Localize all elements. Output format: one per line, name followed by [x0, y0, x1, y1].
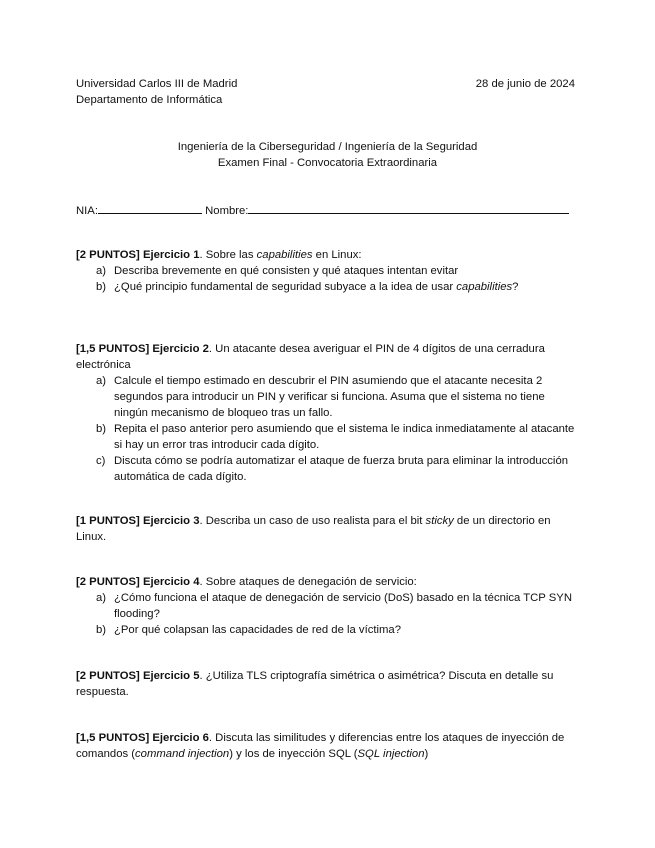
exercise-statement: [1,5 PUNTOS] Ejercicio 2. Un atacante desea averiguar el PIN de 4 dígitos de una cerradura electrónica	[76, 343, 545, 371]
exercise-3	[76, 513, 576, 545]
sub-question: a) ¿Cómo funciona el ataque de denegación de servicio (DoS) basado en la técnica TCP SYN flooding?	[96, 592, 573, 620]
exercise-1	[76, 247, 576, 295]
exercise-points: [1 PUNTOS] Ejercicio 3	[76, 515, 200, 527]
university-name: Universidad Carlos III de Madrid	[76, 78, 238, 90]
exam-date: 28 de junio de 2024	[475, 78, 575, 90]
exercise-points: [2 PUNTOS] Ejercicio 1	[76, 249, 200, 261]
exercise-2	[76, 341, 576, 485]
nia-label: NIA:	[76, 205, 98, 217]
nia-blank	[98, 201, 202, 214]
exercise-6	[76, 730, 576, 762]
exercise-statement: [1,5 PUNTOS] Ejercicio 6. Discuta las similitudes y diferencias entre los ataques de inyección de comandos (command injection) y los de inyección SQL (SQL injection)	[76, 732, 565, 760]
sub-question-list	[76, 263, 576, 295]
nombre-label: Nombre:	[205, 205, 249, 217]
exercise-points: [1,5 PUNTOS] Ejercicio 2	[76, 343, 209, 355]
exercise-points: [1,5 PUNTOS] Ejercicio 6	[76, 732, 209, 744]
exercise-statement: [2 PUNTOS] Ejercicio 4. Sobre ataques de denegación de servicio:	[76, 576, 417, 588]
sub-question: b) Repita el paso anterior pero asumiendo que el sistema le indica inmediatamente al atacante si hay un error tras introducir cada dígito.	[96, 423, 575, 451]
sub-question-list	[76, 373, 576, 485]
exercise-4	[76, 574, 576, 638]
department-name: Departamento de Informática	[76, 94, 223, 106]
exercise-statement: [1 PUNTOS] Ejercicio 3. Describa un caso de uso realista para el bit sticky de un directorio en Linux.	[76, 515, 551, 543]
header-institution	[76, 76, 237, 108]
exam-title: Examen Final - Convocatoria Extraordinaria	[217, 157, 438, 169]
nombre-blank	[248, 201, 569, 214]
exercise-statement: [2 PUNTOS] Ejercicio 1. Sobre las capabilities en Linux:	[76, 249, 362, 261]
exercise-5	[76, 668, 576, 700]
exercise-statement: [2 PUNTOS] Ejercicio 5. ¿Utiliza TLS criptografía simétrica o asimétrica? Discuta en detalle su respuesta.	[76, 670, 554, 698]
sub-question-list	[76, 590, 576, 638]
exercise-points: [2 PUNTOS] Ejercicio 5	[76, 670, 200, 682]
student-id-line	[76, 201, 576, 219]
sub-question: b) ¿Por qué colapsan las capacidades de red de la víctima?	[96, 624, 401, 636]
sub-question: a) Calcule el tiempo estimado en descubrir el PIN asumiendo que el atacante necesita 2 segundos para introducir un PIN y verificar si funciona. Asuma que el sistema no tiene ningún mecanismo de bloqueo tras un fallo.	[96, 375, 545, 419]
exercise-points: [2 PUNTOS] Ejercicio 4	[76, 576, 200, 588]
course-title: Ingeniería de la Ciberseguridad / Ingeniería de la Seguridad	[177, 141, 478, 153]
sub-question: c) Discuta cómo se podría automatizar el ataque de fuerza bruta para eliminar la introducción automática de cada dígito.	[96, 455, 569, 483]
sub-question: a) Describa brevemente en qué consisten y qué ataques intentan evitar	[96, 265, 459, 277]
sub-question: b) ¿Qué principio fundamental de seguridad subyace a la idea de usar capabilities?	[96, 281, 519, 293]
